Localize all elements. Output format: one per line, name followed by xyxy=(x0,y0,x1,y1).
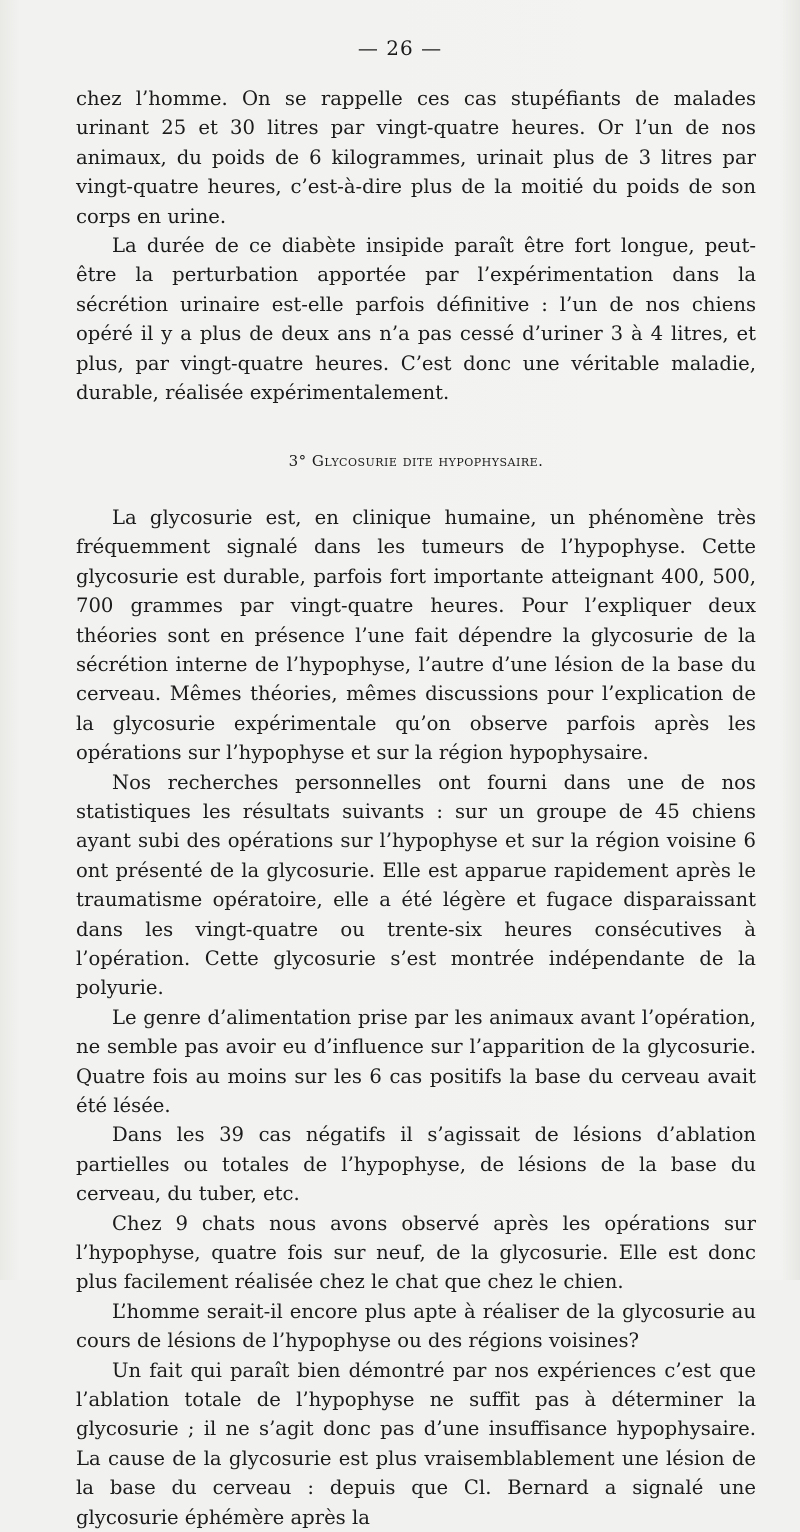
body-text xyxy=(76,84,756,1532)
paragraph: L’homme serait-il encore plus apte à réaliser de la glycosurie au cours de lésions de l’hypophyse ou des régions voisines? xyxy=(76,1299,756,1353)
paragraph: Chez 9 chats nous avons observé après les opérations sur l’hypophyse, quatre fois sur neuf, de la glycosurie. Elle est donc plus facilement réalisée chez le chat que chez le chien. xyxy=(76,1211,756,1294)
paragraph: Un fait qui paraît bien démontré par nos expériences c’est que l’ablation totale de l’hypophyse ne suffit pas à déterminer la glycosurie ; il ne s’agit donc pas d’une insuffisance hypophysaire. La cause de la glycosurie est plus vraisemblablement une lésion de la base du cerveau : depuis que Cl. Bernard a signalé une glycosurie éphémère après la xyxy=(76,1358,756,1529)
paragraph: La glycosurie est, en clinique humaine, un phénomène très fréquemment signalé dans les tumeurs de l’hypophyse. Cette glycosurie est durable, parfois fort importante atteignant 400, 500, 700 grammes par vingt-quatre heures. Pour l’expliquer deux théories sont en présence l’une fait dépendre la glycosurie de la sécrétion interne de l’hypophyse, l’autre d’une lésion de la base du cerveau. Mêmes théories, mêmes discussions pour l’explication de la glycosurie expérimentale qu’on observe parfois après les opérations sur l’hypophyse et sur la région hypophysaire. xyxy=(76,505,756,765)
paragraph: Nos recherches personnelles ont fourni dans une de nos statistiques les résultats suivants : sur un groupe de 45 chiens ayant subi des opérations sur l’hypophyse et sur la région voisine 6 ont présenté de la glycosurie. Elle est apparue rapidement après le traumatisme opératoire, elle a été légère et fugace disparaissant dans les vingt-quatre ou trente-six heures consécutives à l’opération. Cette glycosurie s’est montrée indépendante de la polyurie. xyxy=(76,770,756,1000)
paragraph-continued: chez l’homme. On se rappelle ces cas stupéfiants de malades urinant 25 et 30 litres par vingt-quatre heures. Or l’un de nos animaux, du poids de 6 kilogrammes, urinait plus de 3 litres par vingt-quatre heures, c’est-à-dire plus de la moitié du poids de son corps en urine. xyxy=(76,87,756,228)
paragraph: La durée de ce diabète insipide paraît être fort longue, peut-être la perturbation apportée par l’expérimentation dans la sécrétion urinaire est-elle parfois définitive : l’un de nos chiens opéré il y a plus de deux ans n’a pas cessé d’uriner 3 à 4 litres, et plus, par vingt-quatre heures. C’est donc une véritable maladie, durable, réalisée expérimentalement. xyxy=(76,234,756,405)
paragraph: Dans les 39 cas négatifs il s’agissait de lésions d’ablation partielles ou totales de l’hypophyse, de lésions de la base du cerveau, du tuber, etc. xyxy=(76,1123,756,1206)
section-title: 3° Glycosurie dite hypophysaire. xyxy=(288,452,544,471)
paragraph: Le genre d’alimentation prise par les animaux avant l’opération, ne semble pas avoir eu d’influence sur l’apparition de la glycosurie. Quatre fois au moins sur les 6 cas positifs la base du cerveau avait été lésée. xyxy=(76,1005,756,1117)
page-number: — 26 — xyxy=(357,36,443,60)
